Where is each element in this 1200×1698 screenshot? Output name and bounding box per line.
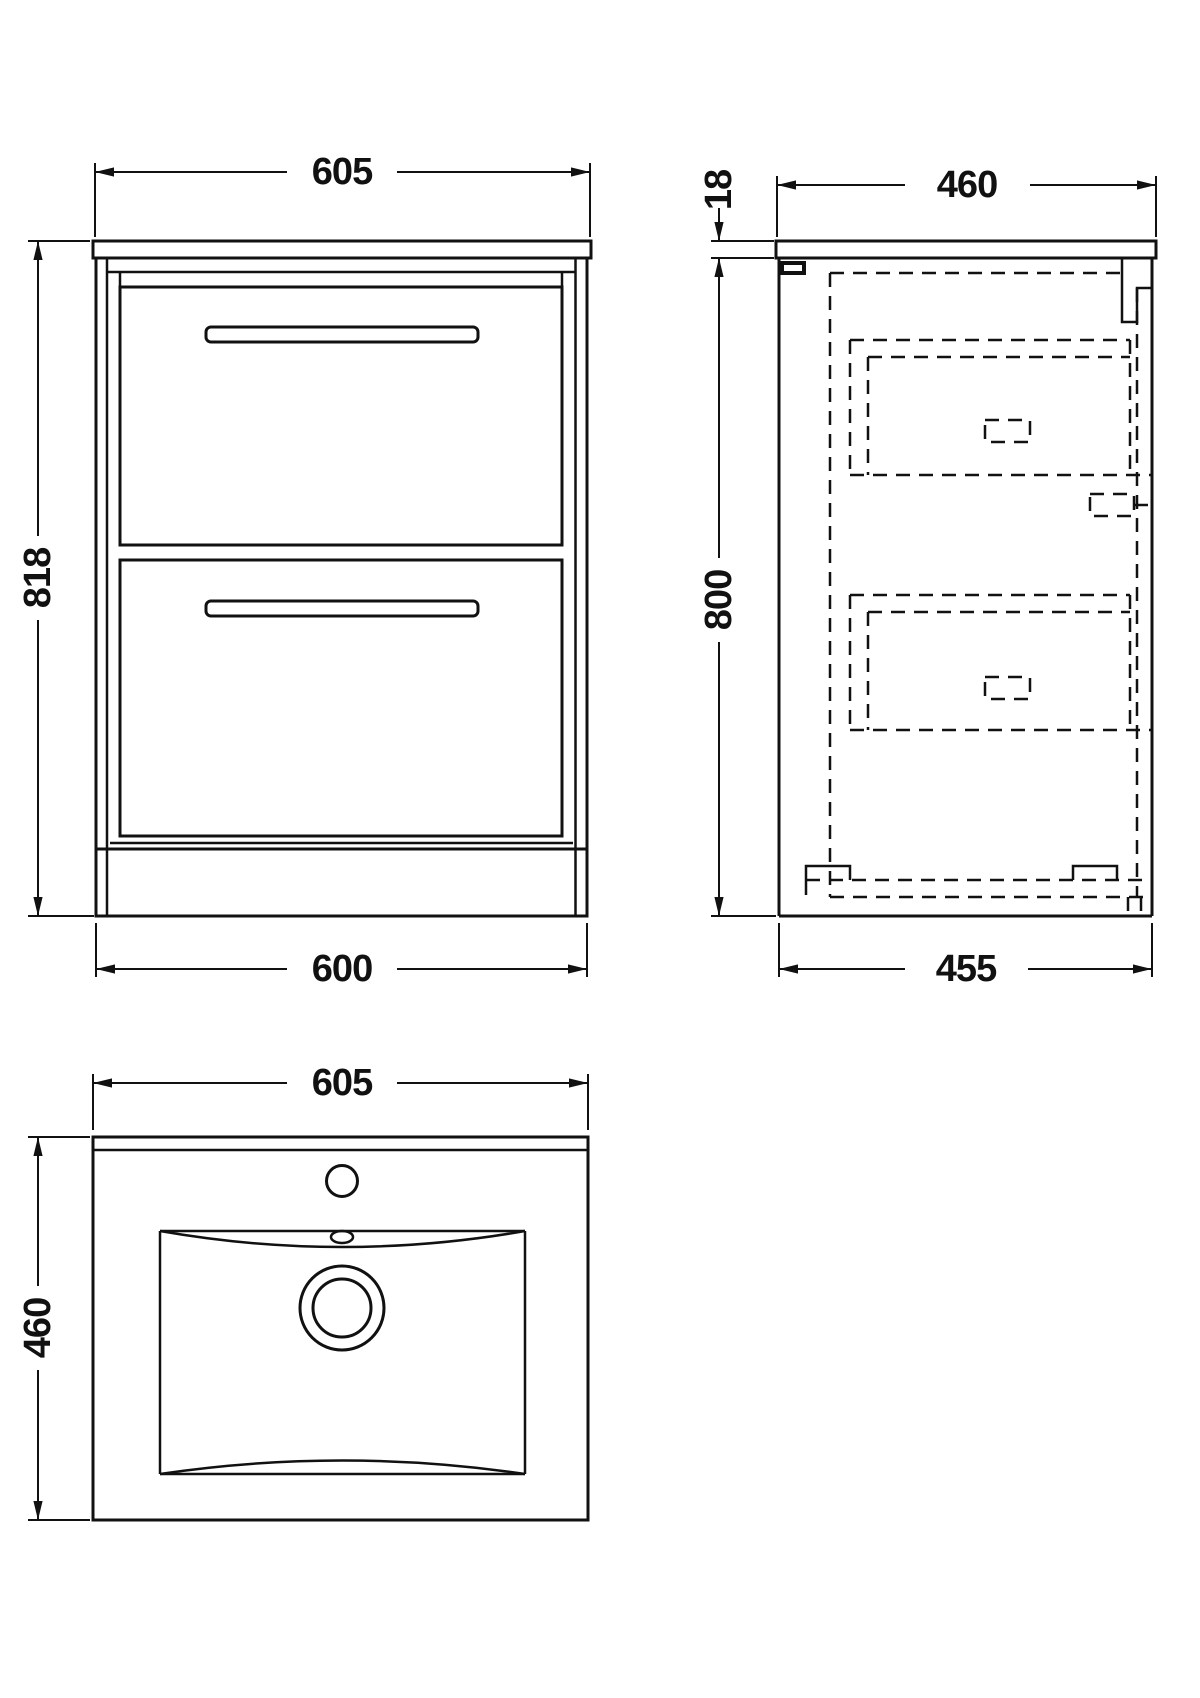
basin-outline bbox=[93, 1137, 588, 1520]
dim-label-basin-width: 605 bbox=[311, 1062, 373, 1104]
side-drawer-2-hidden bbox=[850, 595, 1152, 730]
tap-hole bbox=[327, 1166, 358, 1197]
dim-side-height bbox=[698, 258, 776, 916]
dim-label-front-width-top: 605 bbox=[311, 151, 373, 193]
dim-side-depth-bottom bbox=[779, 923, 1152, 990]
side-drawer-1-runner bbox=[985, 420, 1030, 442]
dim-label-side-worktop-thickness: 18 bbox=[698, 169, 740, 211]
dim-front-width-top bbox=[95, 151, 590, 237]
bowl-back-curve bbox=[160, 1461, 525, 1475]
dim-front-height bbox=[17, 241, 94, 916]
dim-basin-depth bbox=[17, 1137, 90, 1520]
side-countertop bbox=[776, 241, 1156, 258]
side-drawer-1-hidden bbox=[850, 340, 1152, 475]
front-countertop bbox=[93, 241, 591, 258]
side-foot-back bbox=[1073, 866, 1117, 880]
dim-label-basin-depth: 460 bbox=[17, 1297, 59, 1359]
side-drawer-2-runner bbox=[985, 677, 1030, 699]
dim-front-width-bottom bbox=[96, 923, 587, 990]
side-view bbox=[776, 241, 1156, 916]
front-drawer-1-handle bbox=[206, 327, 478, 342]
dim-side-depth-top bbox=[777, 164, 1156, 237]
front-cabinet-outline bbox=[96, 258, 587, 916]
side-fixing-clip bbox=[782, 263, 804, 273]
overflow-hole bbox=[331, 1231, 353, 1243]
dim-basin-width bbox=[93, 1062, 588, 1130]
bowl-front-curve bbox=[160, 1231, 525, 1247]
dim-side-worktop-thickness bbox=[698, 170, 774, 277]
waste-inner bbox=[313, 1279, 371, 1337]
dim-label-side-height: 800 bbox=[698, 569, 740, 631]
dim-label-side-depth-top: 460 bbox=[936, 164, 998, 206]
side-mid-runner bbox=[1090, 494, 1134, 516]
front-drawer-2-handle bbox=[206, 601, 478, 616]
front-view bbox=[93, 241, 591, 916]
dim-label-front-height: 818 bbox=[17, 547, 59, 609]
dim-label-front-width-bottom: 600 bbox=[311, 948, 373, 990]
basin-plan-view bbox=[93, 1137, 588, 1520]
dim-label-side-depth-bottom: 455 bbox=[935, 948, 997, 990]
